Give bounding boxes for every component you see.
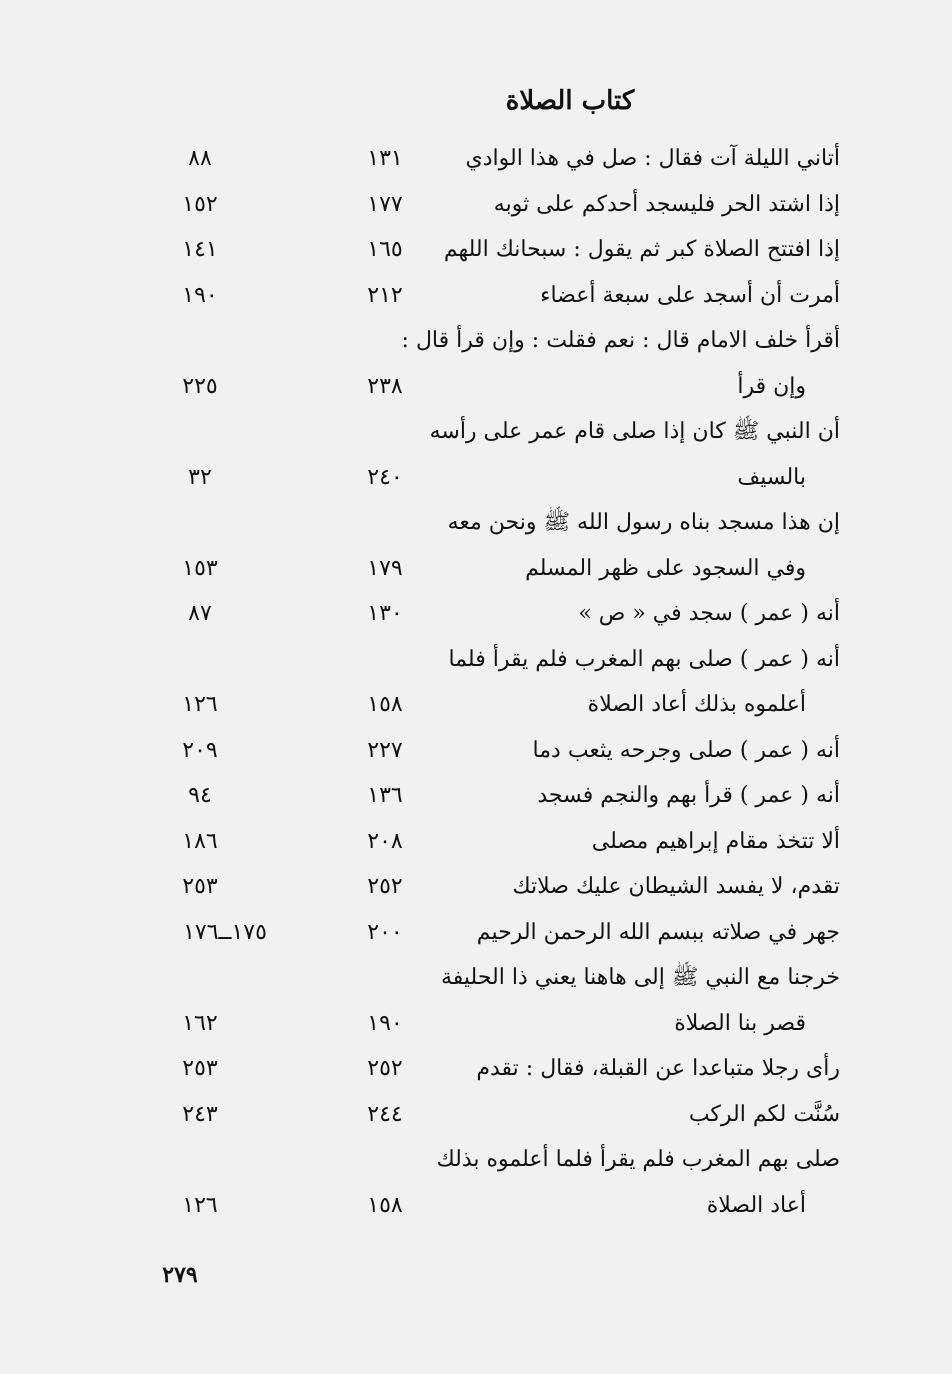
index-entry (100, 910, 840, 956)
entry-page-ref: ١٦٥ (367, 237, 403, 262)
entry-page-ref: ١٣٠ (367, 601, 403, 626)
entry-number-ref: ٢٥٣ (182, 874, 218, 899)
section-title: كتاب الصلاة (505, 86, 635, 116)
index-entry (100, 1183, 840, 1229)
entry-text: أن النبي ﷺ كان إذا صلى قام عمر على رأسه (429, 419, 840, 444)
entry-page-ref: ١٧٩ (367, 555, 403, 581)
entry-text: أنه ( عمر ) صلى بهم المغرب فلم يقرأ فلما (448, 646, 840, 672)
entry-number-ref: ١٥٣ (182, 555, 218, 581)
index-entry (100, 500, 840, 546)
entry-text: تقدم، لا يفسد الشيطان عليك صلاتك (512, 874, 840, 899)
entry-page-ref: ٢٥٢ (367, 874, 403, 899)
index-entry (100, 591, 840, 637)
entry-number-ref: ٢٢٥ (182, 373, 218, 399)
index-entry (100, 955, 840, 1001)
index-entry (100, 1001, 840, 1047)
entry-page-ref: ١٥٨ (367, 692, 403, 717)
entry-number-ref: ٢٥٣ (182, 1056, 218, 1081)
entry-text: أنه ( عمر ) صلى وجرحه يثعب دما (532, 737, 840, 763)
entry-text: وإن قرأ (737, 373, 806, 399)
index-entry (100, 1046, 840, 1092)
entry-text: إذا افتتح الصلاة كبر ثم يقول : سبحانك اللهم (443, 237, 840, 262)
index-entry (100, 318, 840, 364)
entry-text: سُنَّت لكم الركب (688, 1101, 840, 1127)
page-number: ٢٧٩ (162, 1262, 198, 1288)
entry-page-ref: ٢٥٢ (367, 1056, 403, 1081)
entry-text: وفي السجود على ظهر المسلم (525, 555, 806, 581)
entry-text: بالسيف (737, 464, 806, 490)
entry-number-ref: ٨٧ (188, 601, 212, 626)
entry-text: أعاد الصلاة (706, 1192, 806, 1218)
entry-page-ref: ١٩٠ (367, 1010, 403, 1036)
entry-number-ref: ١٥٢ (182, 191, 218, 217)
index-entry (100, 136, 840, 182)
index-entry (100, 1092, 840, 1138)
index-entry (100, 409, 840, 455)
index-entry (100, 364, 840, 410)
entry-number-ref: ١٦٢ (182, 1010, 218, 1036)
index-entry (100, 864, 840, 910)
entry-number-ref: ٨٨ (188, 146, 212, 171)
entry-text: صلى بهم المغرب فلم يقرأ فلما أعلموه بذلك (436, 1147, 840, 1172)
index-entry (100, 455, 840, 501)
index-entry (100, 728, 840, 774)
index-entry (100, 637, 840, 683)
entry-text: أمرت أن أسجد على سبعة أعضاء (540, 282, 840, 308)
entry-text: إذا اشتد الحر فليسجد أحدكم على ثوبه (493, 191, 840, 217)
entry-page-ref: ٢٢٧ (367, 737, 403, 763)
entry-number-ref: ٢٠٩ (182, 737, 218, 763)
entry-number-ref: ١٢٦ (182, 1192, 218, 1218)
index-entry (100, 1137, 840, 1183)
entry-page-ref: ١٣٦ (367, 783, 403, 808)
entry-page-ref: ٢١٢ (367, 282, 403, 308)
entry-number-ref: ١٢٦ (182, 692, 218, 717)
index-entry (100, 273, 840, 319)
entry-text: رأى رجلا متباعدا عن القبلة، فقال : تقدم (476, 1056, 840, 1081)
entry-page-ref: ١٣١ (367, 146, 403, 171)
index-entry (100, 546, 840, 592)
index-entry (100, 182, 840, 228)
entry-text: جهر في صلاته ببسم الله الرحمن الرحيم (476, 919, 840, 945)
entry-number-ref: ٣٢ (188, 464, 212, 490)
entry-page-ref: ١٧٧ (367, 191, 403, 217)
entry-page-ref: ٢٤٤ (367, 1101, 403, 1127)
entry-text: أنه ( عمر ) قرأ بهم والنجم فسجد (537, 783, 840, 808)
entry-number-ref: ١٤١ (182, 237, 218, 262)
entry-text: أنه ( عمر ) سجد في « ص » (578, 601, 840, 626)
entry-number-ref: ٢٤٣ (182, 1101, 218, 1127)
entry-page-ref: ٢٤٠ (367, 464, 403, 490)
index-entry (100, 682, 840, 728)
entry-page-ref: ١٥٨ (367, 1192, 403, 1218)
entry-text: خرجنا مع النبي ﷺ إلى هاهنا يعني ذا الحليفة (440, 965, 840, 990)
entry-page-ref: ٢٠٠ (367, 919, 403, 945)
entry-number-ref: ١٨٦ (182, 828, 218, 854)
index-entry (100, 819, 840, 865)
entry-text: ألا تتخذ مقام إبراهيم مصلى (591, 828, 840, 854)
entry-text: أقرأ خلف الامام قال : نعم فقلت : وإن قرأ قال : (401, 328, 840, 353)
entry-text: إن هذا مسجد بناه رسول الله ﷺ ونحن معه (447, 510, 840, 535)
entry-page-ref: ٢٠٨ (367, 828, 403, 854)
entry-page-ref: ٢٣٨ (367, 373, 403, 399)
entry-text: أتاني الليلة آت فقال : صل في هذا الوادي (465, 146, 840, 171)
entry-text: قصر بنا الصلاة (674, 1010, 806, 1036)
entry-text: أعلموه بذلك أعاد الصلاة (587, 692, 806, 717)
entry-number-ref: ١٧٥ــ١٧٦ (183, 919, 267, 945)
entry-number-ref: ١٩٠ (182, 282, 218, 308)
entry-number-ref: ٩٤ (188, 783, 212, 808)
index-entry (100, 227, 840, 273)
index-entry (100, 773, 840, 819)
